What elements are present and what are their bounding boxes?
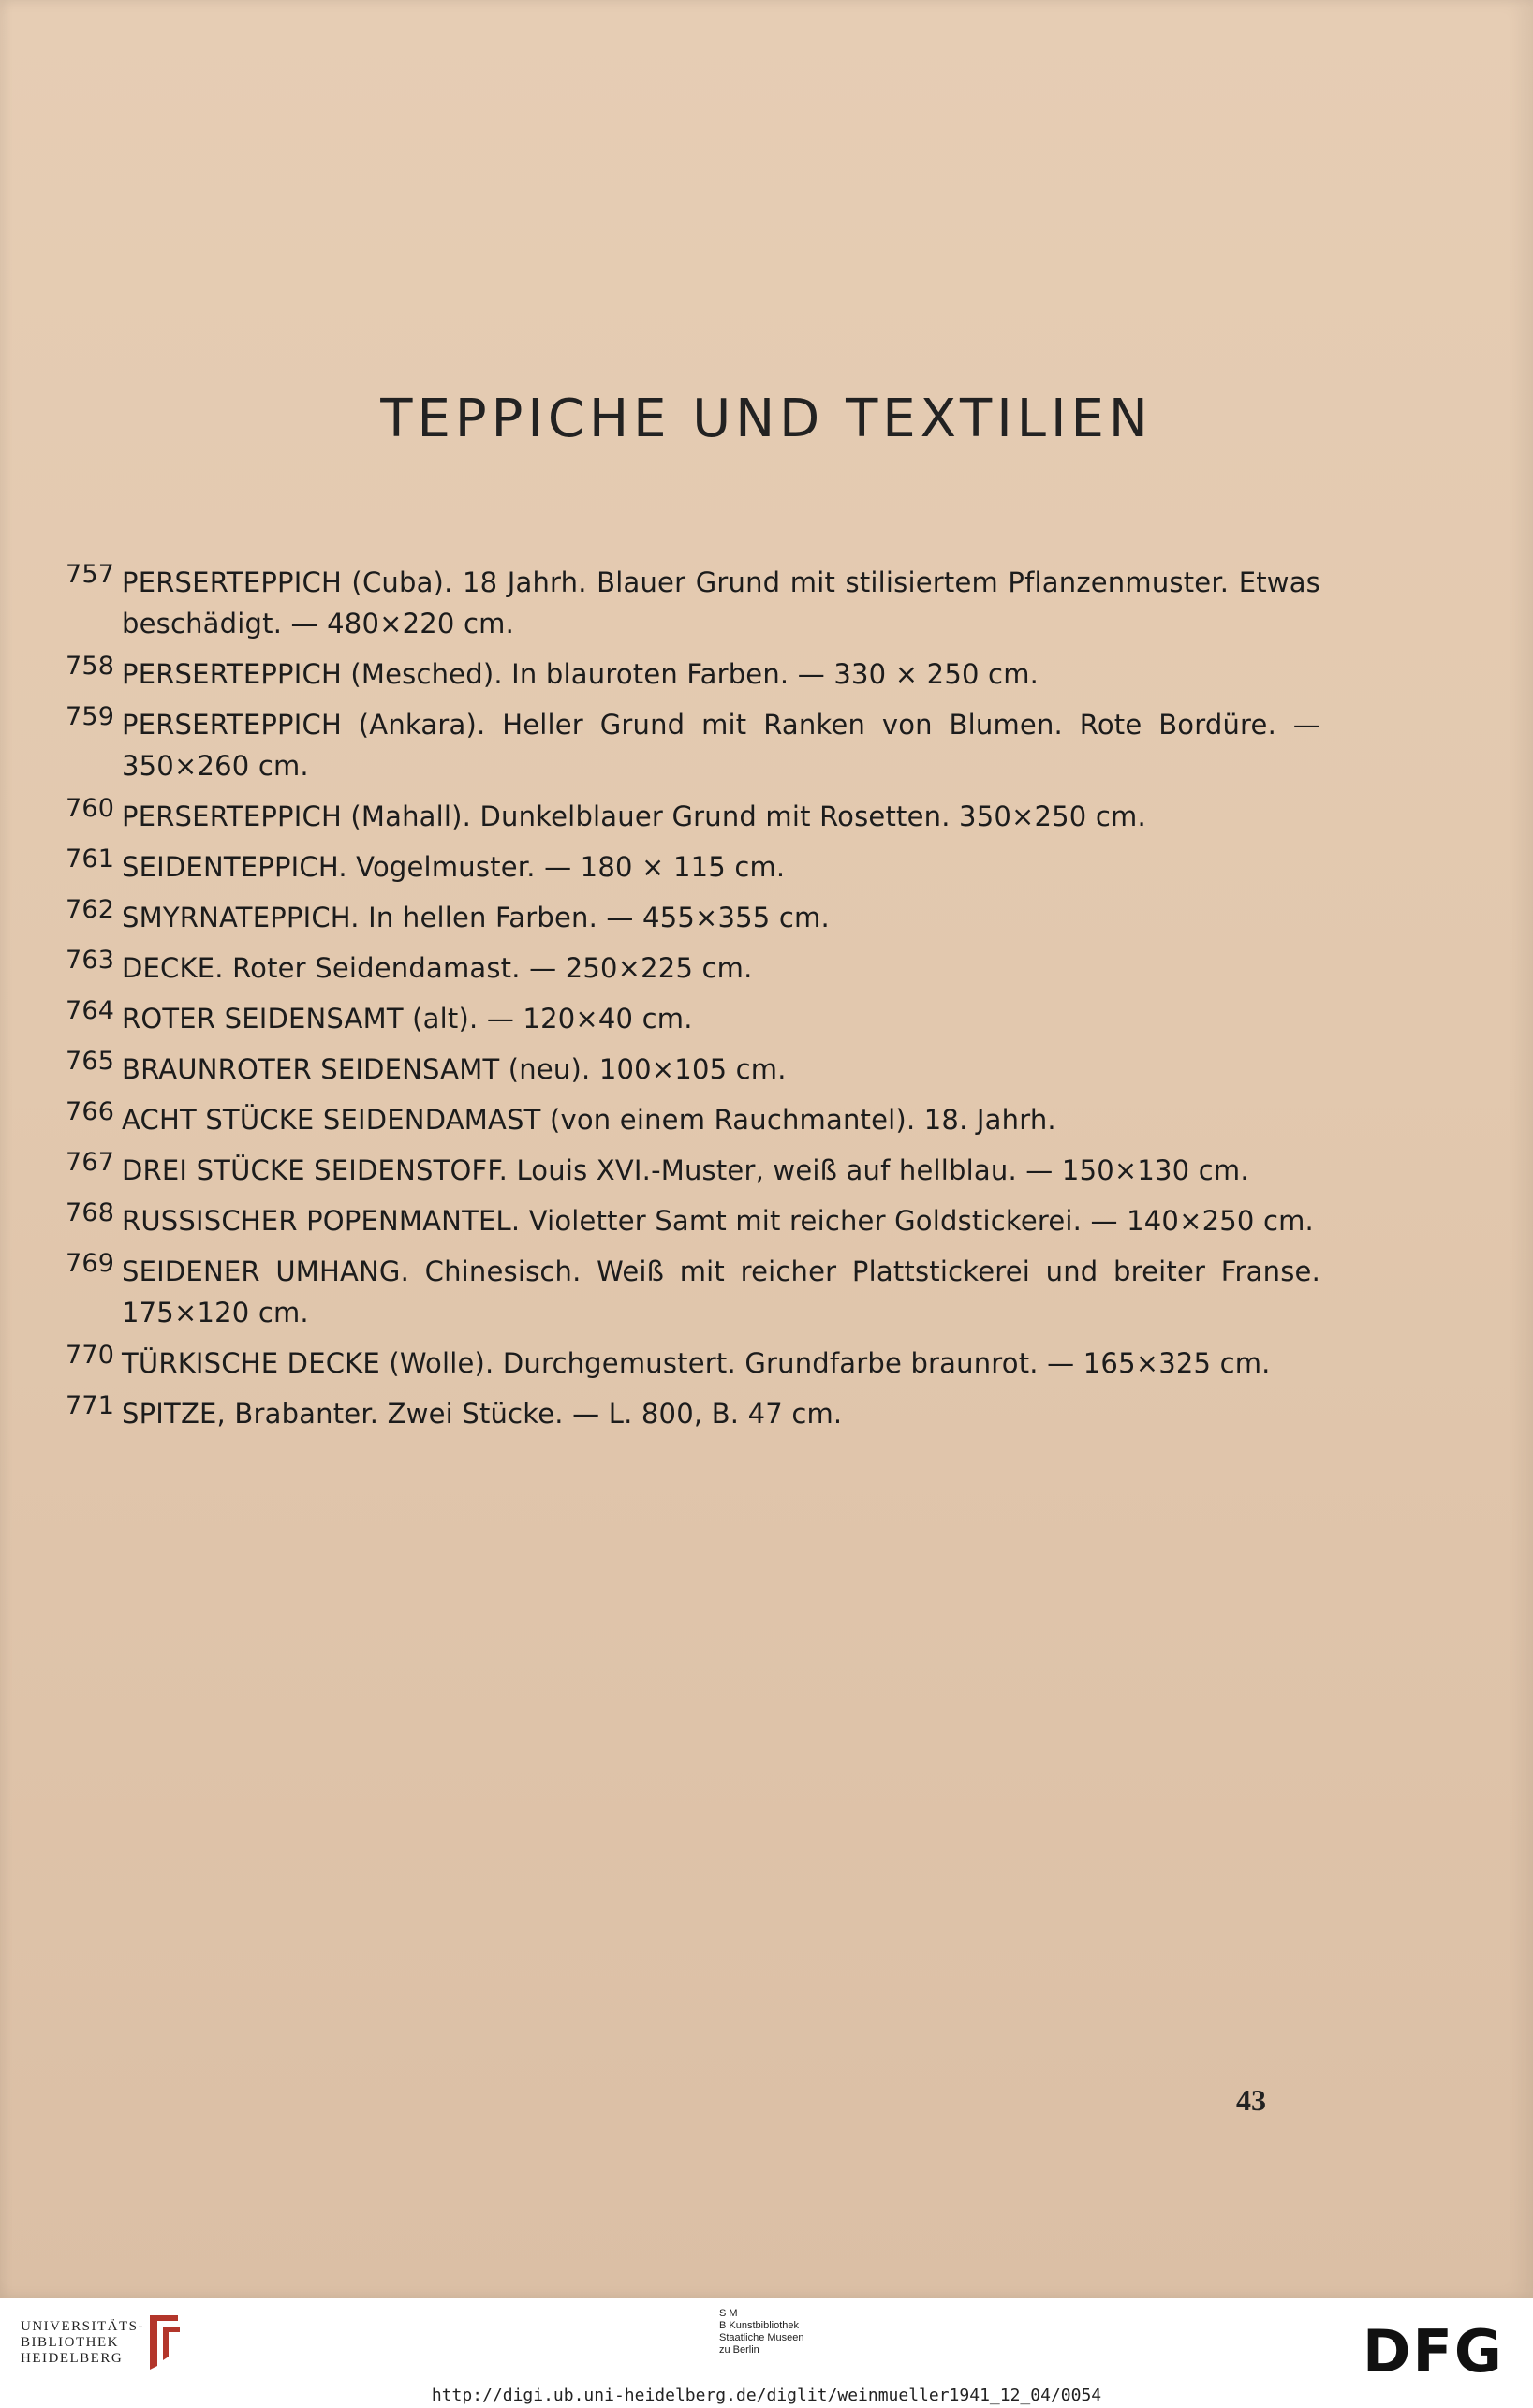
catalog-entry [66, 796, 1320, 837]
catalog-entry [66, 897, 1320, 938]
lot-number: 770 [66, 1341, 115, 1370]
lot-number: 763 [66, 946, 115, 975]
lot-description: SMYRNATEPPICH. In hellen Farben. — 455×355 cm. [122, 902, 830, 933]
permalink[interactable]: http://digi.ub.uni-heidelberg.de/diglit/weinmueller1941_12_04/0054 [431, 2386, 1102, 2405]
lot-number: 766 [66, 1097, 115, 1126]
lot-number: 767 [66, 1148, 115, 1177]
lot-number: 762 [66, 895, 115, 924]
lot-description: RUSSISCHER POPENMANTEL. Violetter Samt mit reicher Goldstickerei. — 140×250 cm. [122, 1205, 1314, 1237]
lot-description: DREI STÜCKE SEIDENSTOFF. Louis XVI.-Muster, weiß auf hellblau. — 150×130 cm. [122, 1154, 1249, 1186]
lot-number: 769 [66, 1249, 115, 1278]
catalog-entry [66, 1200, 1320, 1241]
catalog-entry [66, 1251, 1320, 1333]
library-logo-icon [142, 2308, 185, 2380]
lot-number: 758 [66, 652, 115, 681]
catalog-list [66, 562, 1320, 1444]
lot-number: 757 [66, 560, 115, 589]
lot-description: ACHT STÜCKE SEIDENDAMAST (von einem Rauchmantel). 18. Jahrh. [122, 1104, 1056, 1136]
lot-number: 771 [66, 1391, 115, 1420]
lot-description: ROTER SEIDENSAMT (alt). — 120×40 cm. [122, 1003, 693, 1035]
viewer-footer [0, 2298, 1533, 2408]
lot-number: 761 [66, 844, 115, 874]
catalog-entry [66, 998, 1320, 1039]
museum-stamp [719, 2308, 804, 2357]
lot-description: BRAUNROTER SEIDENSAMT (neu). 100×105 cm. [122, 1053, 787, 1085]
catalog-entry [66, 1393, 1320, 1434]
stamp-line: zu Berlin [719, 2344, 759, 2356]
lot-number: 759 [66, 702, 115, 731]
lot-description: PERSERTEPPICH (Mahall). Dunkelblauer Grund mit Rosetten. 350×250 cm. [122, 800, 1146, 832]
page-number: 43 [1236, 2083, 1266, 2117]
lot-description: PERSERTEPPICH (Cuba). 18 Jahrh. Blauer Grund mit stilisiertem Pflanzenmuster. Etwas beschädigt. — 480×220 cm. [122, 566, 1320, 639]
library-name [21, 2319, 144, 2367]
lot-number: 760 [66, 794, 115, 823]
lot-description: DECKE. Roter Seidendamast. — 250×225 cm. [122, 952, 753, 984]
catalog-entry [66, 562, 1320, 644]
library-name-line: BIBLIOTHEK [21, 2335, 119, 2350]
lot-description: SEIDENER UMHANG. Chinesisch. Weiß mit reicher Plattstickerei und breiter Franse. 175×120 cm. [122, 1255, 1320, 1329]
stamp-line: Staatliche Museen [719, 2332, 804, 2343]
lot-description: TÜRKISCHE DECKE (Wolle). Durchgemustert. Grundfarbe braunrot. — 165×325 cm. [122, 1347, 1271, 1379]
lot-number: 768 [66, 1198, 115, 1227]
library-name-line: UNIVERSITÄTS- [21, 2319, 144, 2334]
page-title: TEPPICHE UND TEXTILIEN [380, 389, 1153, 449]
catalog-entry [66, 653, 1320, 695]
catalog-entry [66, 1343, 1320, 1384]
lot-description: SEIDENTEPPICH. Vogelmuster. — 180 × 115 cm. [122, 851, 786, 883]
lot-number: 764 [66, 996, 115, 1025]
catalog-entry [66, 1049, 1320, 1090]
catalog-entry [66, 704, 1320, 786]
lot-description: PERSERTEPPICH (Ankara). Heller Grund mit Ranken von Blumen. Rote Bordüre. — 350×260 cm. [122, 709, 1320, 782]
library-name-line: HEIDELBERG [21, 2351, 124, 2366]
dfg-logo: DFG [1363, 2317, 1504, 2386]
catalog-entry [66, 846, 1320, 888]
catalog-entry [66, 1099, 1320, 1140]
stamp-line: B Kunstbibliothek [719, 2320, 799, 2331]
lot-description: PERSERTEPPICH (Mesched). In blauroten Farben. — 330 × 250 cm. [122, 658, 1039, 690]
lot-description: SPITZE, Brabanter. Zwei Stücke. — L. 800, B. 47 cm. [122, 1398, 843, 1430]
catalog-entry [66, 1150, 1320, 1191]
catalog-entry [66, 947, 1320, 989]
lot-number: 765 [66, 1047, 115, 1076]
stamp-line: S M [719, 2308, 738, 2319]
